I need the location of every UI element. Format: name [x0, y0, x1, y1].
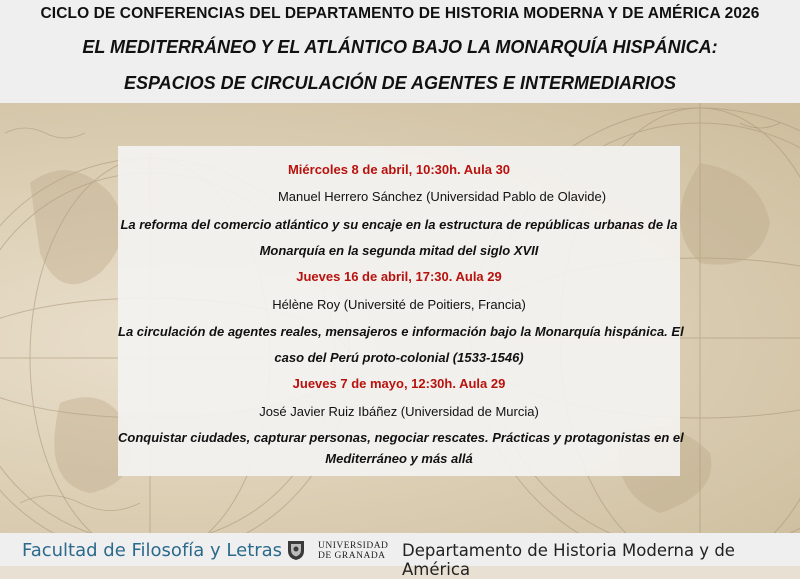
session-speaker: Manuel Herrero Sánchez (Universidad Pablo de Olavide)	[277, 189, 607, 204]
department-name: Departamento de Historia Moderna y de América	[402, 541, 735, 579]
faculty-name: Facultad de Filosofía y Letras	[22, 540, 283, 561]
session-speaker: José Javier Ruiz Ibáñez (Universidad de Murcia)	[259, 404, 539, 419]
session-title-line: Conquistar ciudades, capturar personas, negociar rescates. Prácticas y protagonistas en el	[118, 430, 684, 445]
session-title-line: La reforma del comercio atlántico y su encaje en la estructura de repúblicas urbanas de la	[120, 217, 678, 232]
session-title-line: La circulación de agentes reales, mensajeros e información bajo la Monarquía hispánica. El	[118, 324, 684, 339]
cycle-subtitle: ESPACIOS DE CIRCULACIÓN DE AGENTES E INTERMEDIARIOS	[123, 73, 677, 93]
session-title-line: Mediterráneo y más allá	[325, 451, 473, 466]
session-title-line: Monarquía en la segunda mitad del siglo XVII	[259, 243, 539, 258]
poster-footer	[0, 533, 800, 579]
poster-header	[0, 0, 800, 103]
university-crest-icon	[284, 538, 308, 562]
session-speaker: Hélène Roy (Université de Poitiers, Francia)	[272, 297, 526, 312]
series-title: CICLO DE CONFERENCIAS DEL DEPARTAMENTO DE HISTORIA MODERNA Y DE AMÉRICA 2026	[40, 5, 760, 22]
session-date: Jueves 16 de abril, 17:30. Aula 29	[296, 269, 502, 284]
university-name: UNIVERSIDAD DE GRANADA	[318, 541, 389, 561]
session-title-line: caso del Perú proto-colonial (1533-1546)	[274, 350, 524, 365]
session-date: Miércoles 8 de abril, 10:30h. Aula 30	[287, 162, 511, 177]
session-date: Jueves 7 de mayo, 12:30h. Aula 29	[292, 376, 506, 391]
cycle-title: EL MEDITERRÁNEO Y EL ATLÁNTICO BAJO LA MONARQUÍA HISPÁNICA:	[82, 37, 718, 57]
